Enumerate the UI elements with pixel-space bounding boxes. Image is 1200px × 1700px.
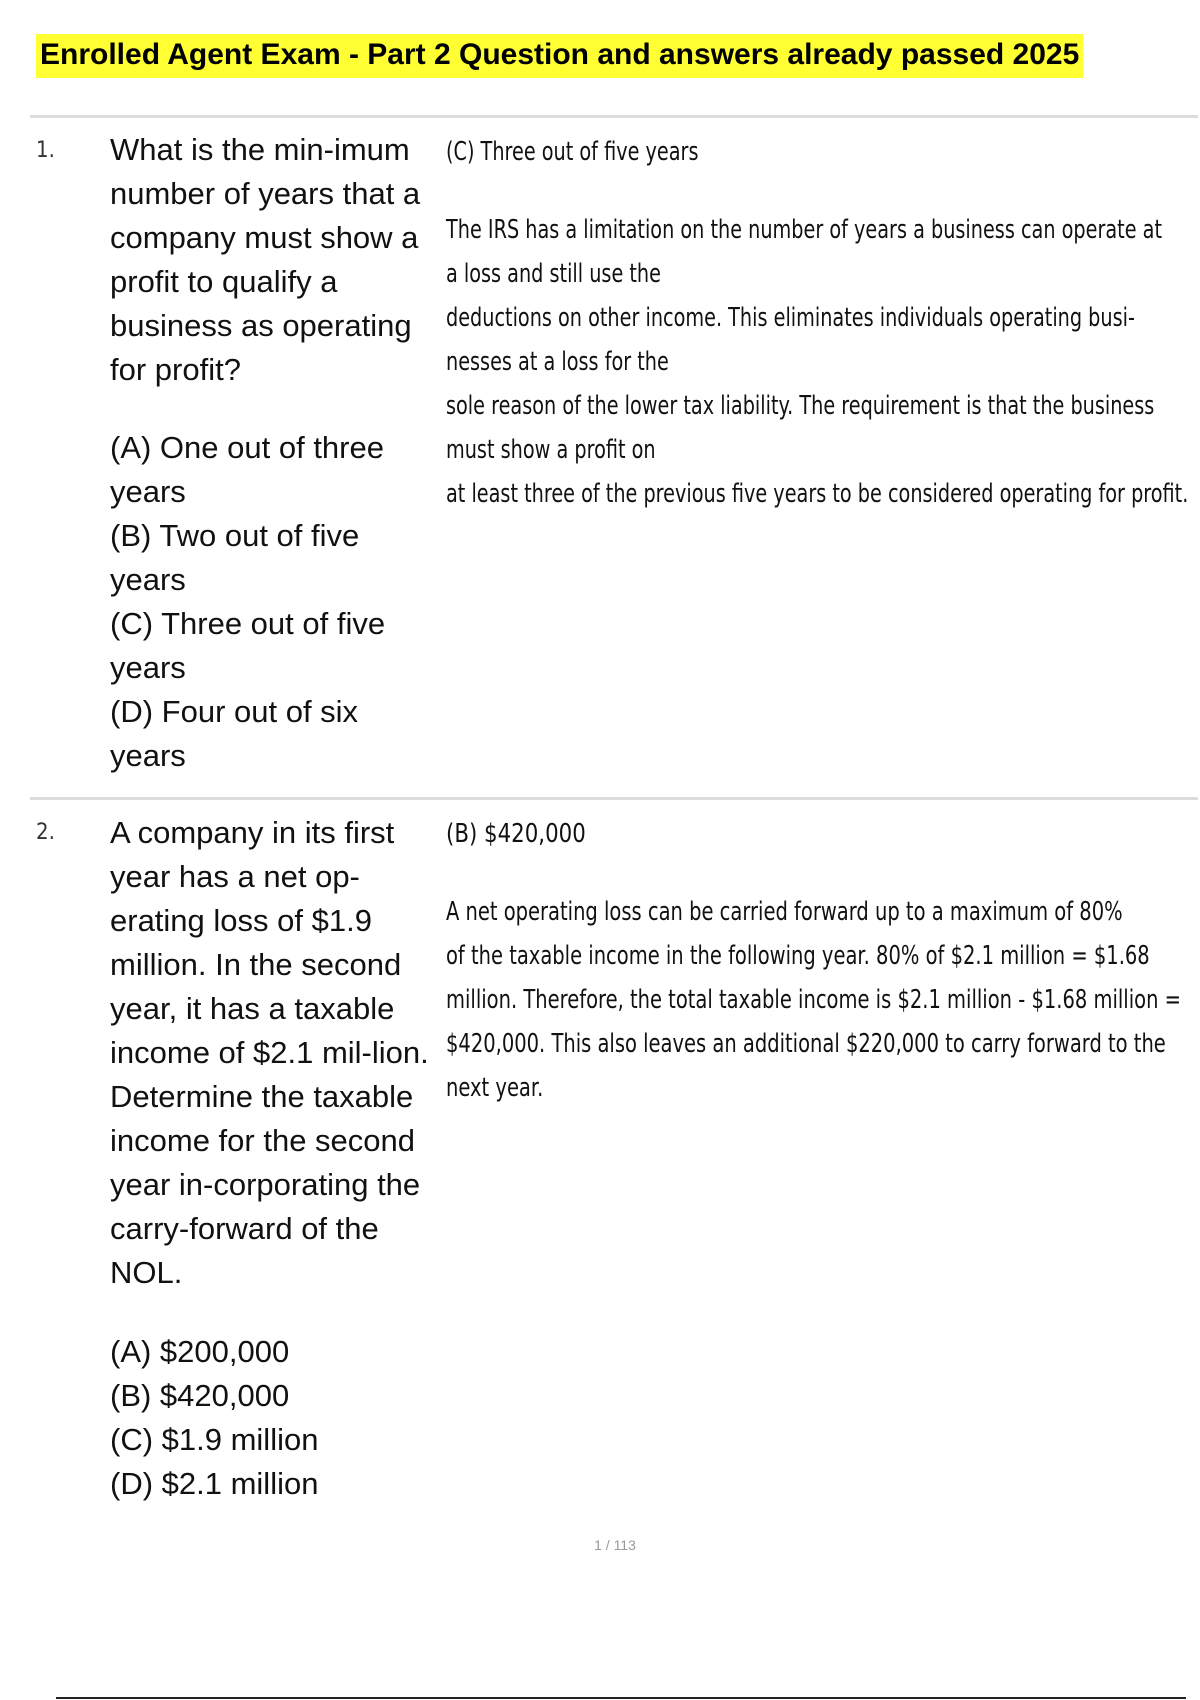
- answer-options: [110, 1330, 430, 1506]
- option-b: (B) $420,000: [110, 1378, 290, 1413]
- answer-options: [110, 426, 430, 778]
- divider-middle: [30, 797, 1198, 800]
- page-number: 1 / 113: [594, 1537, 636, 1553]
- footer-divider: [56, 1697, 1186, 1699]
- option-a: (A) $200,000: [110, 1334, 290, 1369]
- explanation-line: The IRS has a limitation on the number of years a business can operate at: [446, 215, 1162, 245]
- question-text: What is the min-imum number of years that a company must show a profit to qualify a business as operating for profit?: [110, 132, 421, 387]
- explanation-line: must show a profit on: [446, 435, 656, 465]
- explanation-line: deductions on other income. This eliminates individuals operating busi-: [446, 303, 1135, 333]
- option-d: (D) Four out of six years: [110, 694, 359, 773]
- explanation-line: nesses at a loss for the: [446, 347, 669, 377]
- correct-answer: (C) Three out of five years: [446, 137, 699, 167]
- option-b: (B) Two out of five years: [110, 518, 360, 597]
- divider-top: [30, 115, 1198, 118]
- explanation-line: $420,000. This also leaves an additional $220,000 to carry forward to the: [446, 1029, 1166, 1059]
- explanation-line: million. Therefore, the total taxable income is $2.1 million - $1.68 million =: [446, 985, 1181, 1015]
- option-d: (D) $2.1 million: [110, 1466, 319, 1501]
- explanation-line: a loss and still use the: [446, 259, 661, 289]
- answer-explanation: [446, 208, 1188, 516]
- question-text: A company in its first year has a net op-erating loss of $1.9 million. In the second year, it has a taxable income of $2.1 mil-lion. Determine the taxable income for the second year in-corporating the carry-forward of the NOL.: [110, 815, 429, 1290]
- explanation-line: A net operating loss can be carried forward up to a maximum of 80%: [446, 897, 1123, 927]
- question-number: 1.: [36, 138, 55, 163]
- explanation-line: next year.: [446, 1073, 544, 1103]
- question-number: 2.: [36, 820, 55, 845]
- explanation-line: sole reason of the lower tax liability. The requirement is that the business: [446, 391, 1155, 421]
- explanation-line: at least three of the previous five years to be considered operating for profit.: [446, 479, 1189, 509]
- answer-explanation: [446, 890, 1181, 1110]
- document-title: Enrolled Agent Exam - Part 2 Question and answers already passed 2025: [36, 34, 1083, 78]
- explanation-line: of the taxable income in the following year. 80% of $2.1 million = $1.68: [446, 941, 1150, 971]
- option-a: (A) One out of three years: [110, 430, 384, 509]
- option-c: (C) Three out of five years: [110, 606, 386, 685]
- option-c: (C) $1.9 million: [110, 1422, 319, 1457]
- correct-answer: (B) $420,000: [446, 819, 586, 849]
